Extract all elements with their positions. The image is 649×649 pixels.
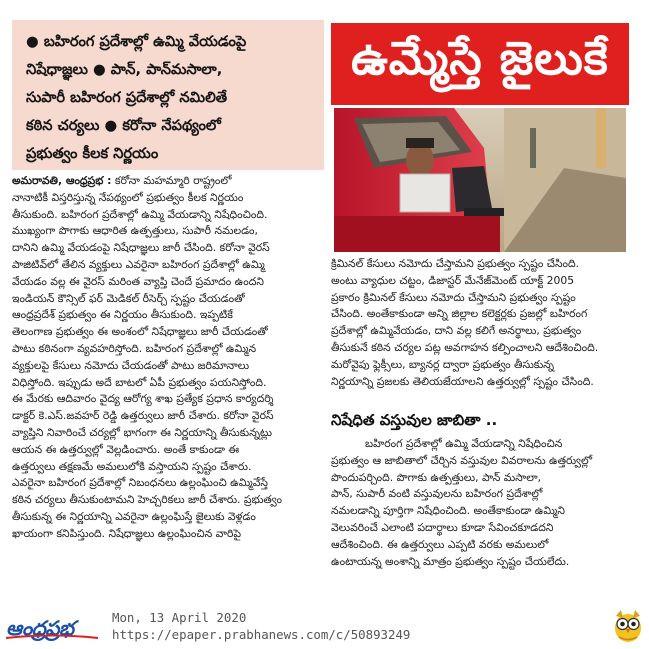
text-line: పొందుపర్చింది. పొగాకు ఉత్పత్తులు, పాన్ మసాలా,: [331, 470, 542, 484]
text-line: ఇండియన్ కౌన్సిల్ ఫర్ మెడికల్ రీసెర్చ్ స్పష్టం చేయడంతో: [12, 291, 245, 305]
highlight-line: సుపారీ బహిరంగ ప్రదేశాల్లో నమిలితే: [26, 89, 228, 106]
text-line: ఆయన ఈ ఉత్తర్వుల్లో వెల్లడించారు. అంతే కాకుండా ఈ: [12, 442, 240, 456]
headline-banner: [331, 23, 629, 105]
news-photo: [334, 108, 626, 252]
prabha-logo[interactable]: ఆంధ్రప్రభ: [6, 616, 74, 640]
text-line: ఆంధ్రప్రదేశ్ ప్రభుత్వం ఈ నిర్ణయం తీసుకుంది. ఇప్పటికే: [12, 308, 233, 322]
text-line: తీసుకున్న ఈ నిర్ణయాన్ని ఎవరైనా ఉల్లంఘిస్తే జైలుకు వెళ్లడం: [12, 509, 256, 523]
photo-image: [334, 108, 626, 252]
highlight-line: ● బహిరంగ ప్రదేశాల్లో ఉమ్మి వేయడంపై: [26, 33, 247, 50]
text-line: దానిని ఉమ్మి వేయడంపై నిషేధాజ్ఞలు జారీ చేసింది. కరోనా వైరస్: [12, 241, 270, 255]
epaper-footer: [0, 604, 649, 649]
owl-mascot-icon[interactable]: [612, 608, 644, 644]
text-line: చేసింది. అంతేకాకుండా అన్ని జిల్లాల కలెక్టర్లకు ప్రజల్లో బహిరంగ: [331, 307, 588, 321]
text-line: పాజిటివ్‌లో తేలిన వ్యక్తులు ఎవరైనా బహిరంగ ప్రదేశాల్లో ఉమ్మి: [12, 257, 265, 271]
text-line: కఠిన చర్యలు తీసుకుంటామని హెచ్చరికలు జారీ చేశారు. ప్రభుత్వం: [12, 493, 282, 507]
text-line: విధిస్తోంది. ఇప్పుడు అదే బాటలో ఏపీ ప్రభుత్వం పయనిస్తోంది.: [12, 375, 267, 389]
text-line: ఆదేశించింది. ఈ ఉత్తర్వులు ఎప్పటి వరకు అమలులో: [331, 537, 549, 551]
text-line: పాటు కఠినంగా వ్యవహరిస్తోంది. బహిరంగ ప్రదేశాల్లో ఉమ్మిన: [12, 341, 257, 355]
text-line: అంటు వ్యాధుల చట్టం, డిజాస్టర్ మేనేజ్‌మెంట్ యాక్ట్ 2005: [331, 273, 575, 287]
text-line: నానాటికీ విస్తరిస్తున్న నేపథ్యంలో ప్రభుత్వం కీలక నిర్ణయం: [12, 190, 244, 204]
article-left-column: [12, 173, 322, 543]
subheading: నిషేధిత వస్తువుల జాబితా ..: [331, 411, 498, 429]
highlight-line: ప్రభుత్వం కీలక నిర్ణయం: [26, 145, 159, 162]
text-line: క్రిమినల్ కేసులు నమోదు చేస్తామని ప్రభుత్వం స్పష్టం చేసింది.: [331, 257, 580, 270]
text-line: ప్రకారం క్రిమినల్ కేసులు నమోదు చేస్తామని ప్రభుత్వం స్పష్టం: [331, 290, 576, 304]
headline: ఉమ్మేస్తే జైలుకే: [351, 31, 609, 85]
article-right-column: [331, 256, 631, 390]
logo-swoosh-icon: [4, 634, 100, 640]
text-line: మరోవైపు ఫ్లెక్సీలు, బ్యానర్ల ద్వారా ప్రభుత్వం తీసుకున్న: [331, 357, 554, 371]
text-line: ఖాయంగా కనిపిస్తుంది. నిషేధాజ్ఞలు ఉల్లంఘించిన వారిపై: [12, 526, 242, 540]
text-line: బహిరంగ ప్రదేశాల్లో ఉమ్మి వేయడాన్ని నిషేధించిన: [365, 437, 563, 450]
text-line: నిర్ణయాన్ని ప్రజలకు తెలియజేయాలని ఉత్తర్వుల్లో స్పష్టం చేసింది.: [331, 374, 594, 388]
text-line: ఉత్తర్వులు తక్షణమే అమలులోకి వస్తాయని స్పష్టం చేశారు.: [12, 459, 252, 473]
highlight-line: నిషేధాజ్ఞలు ● పాన్, పాన్‌మసాలా,: [26, 61, 223, 78]
text-line: తీసుకుంది. బహిరంగ ప్రదేశాల్లో ఉమ్మి వేయడాన్ని నిషేధించింది.: [12, 207, 268, 221]
text-line: ప్రదేశాల్లో ఉమ్మివేయడం, దాని వల్ల కలిగే అనర్థాలు, ప్రభుత్వం: [331, 324, 582, 338]
publication-date: Mon, 13 April 2020: [112, 610, 247, 625]
text-line: ఉంటాయన్న అంశాన్ని మాత్రం ప్రభుత్వం స్పష్టం చేయలేదు.: [331, 554, 570, 568]
dateline: అమరావతి, ఆంధ్రప్రభ :: [12, 174, 112, 187]
text-line: తీసుకునే కఠిన చర్యల పట్ల అవగాహన కల్పించాలని ఆదేశించింది.: [331, 340, 599, 354]
text-line: ముఖ్యంగా పొగాకు ఆధారిత ఉత్పత్తులు, సుపారీ నమలడం,: [12, 224, 258, 238]
highlight-line: కఠిన చర్యలు ● కరోనా నేపథ్యంలో: [26, 117, 221, 134]
article-text-right-lower: [331, 436, 631, 570]
text-line: వ్యాప్తిని నివారించే చర్యల్లో భాగంగా ఈ నిర్ణయాన్ని తీసుకున్నట్లు: [12, 425, 273, 439]
article-text-right: [331, 256, 631, 390]
text-line: వ్యక్తులపై కేసులు నమోదు చేయడంతో పాటు జరిమానాలు: [12, 358, 250, 372]
article-right-column-lower: [331, 436, 631, 570]
article-text-left: [12, 173, 322, 543]
highlights-box: [12, 20, 324, 170]
text-line: వెలువరించే ఎలాంటి పదార్థాలు కూడా సేవించకూడదని: [331, 520, 554, 534]
text-line-rest: కరోనా మహమ్మారి రాష్ట్రంలో: [111, 174, 232, 187]
text-line: డాక్టర్ కె.ఎస్.జవహర్ రెడ్డి ఉత్తర్వులు జారీ చేశారు. కరోనా వైరస్: [12, 409, 274, 423]
text-line: వేయడం వల్ల ఈ వైరస్ మరింత వ్యాప్తి చెందే ప్రమాదం ఉందని: [12, 274, 264, 288]
text-line: ఈ మేరకు ఆదివారం వైద్య ఆరోగ్య శాఖ ప్రత్యేక ప్రధాన కార్యదర్శి: [12, 392, 274, 406]
text-line: తెలంగాణ ప్రభుత్వం ఈ అంశంలో నిషేధాజ్ఞలు జారీ చేయడంతో: [12, 325, 268, 339]
text-line: [12, 173, 322, 190]
text-line: నమలడాన్ని పూర్తిగా నిషేధించింది. అంతేకాకుండా ఉమ్మిని: [331, 504, 565, 518]
text-line: ప్రభుత్వం ఆ జాబితాలో చేర్చిన వస్తువుల వివరాలను ఉత్తర్వుల్లో: [331, 453, 593, 467]
clip-url-link[interactable]: https://epaper.prabhanews.com/c/50893249: [112, 627, 411, 642]
text-line: ఎవరైనా బహిరంగ ప్రదేశాల్లో నిబంధనలు ఉల్లంఘించి ఉమ్మివేస్తే: [12, 476, 268, 490]
text-line: పాన్, సుపారీ వంటి వస్తువులను బహిరంగ ప్రదేశాల్లో: [331, 487, 543, 501]
